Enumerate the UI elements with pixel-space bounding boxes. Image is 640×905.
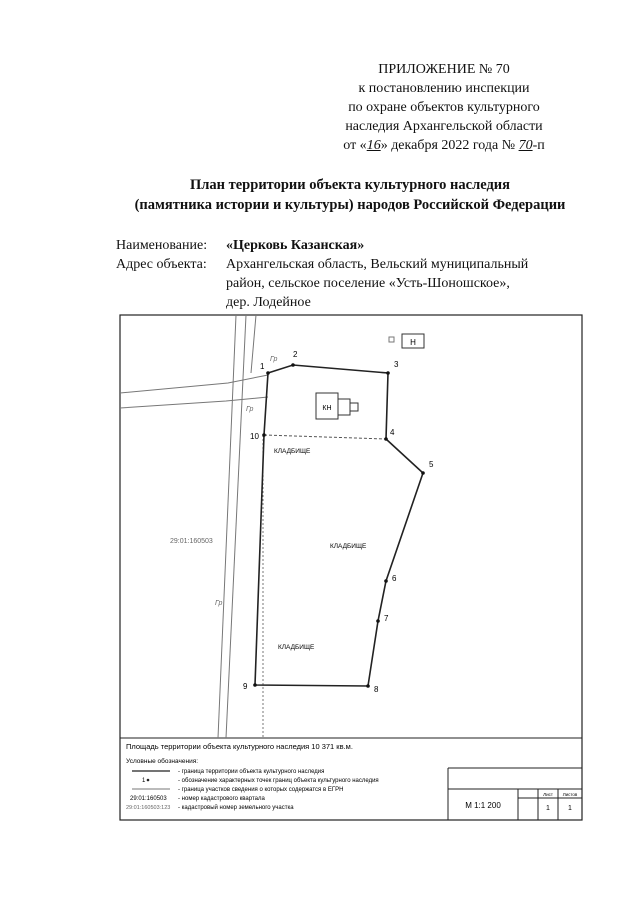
boundary-point-3 [386, 371, 390, 375]
address-line-1: Архангельская область, Вельский муниципальный [226, 257, 529, 272]
object-info [116, 236, 556, 312]
legend-text-4: - номер кадастрового квартала [178, 796, 265, 802]
date-day: 16 [366, 138, 381, 153]
boundary-point-label-10: 10 [250, 432, 259, 441]
boundary-point-1 [266, 371, 270, 375]
small-structure [389, 337, 394, 342]
boundary-point-label-1: 1 [260, 362, 265, 371]
legend-text-1: - граница территории объекта культурного наследия [178, 769, 325, 775]
address-line-3: дер. Лодейное [226, 295, 311, 310]
appendix-line-3: по охране объектов культурного [348, 100, 540, 115]
label-gr-3: Гр [215, 600, 223, 607]
label-gr-2: Гр [246, 406, 254, 413]
boundary-point-label-9: 9 [243, 682, 248, 691]
road-cross-1 [120, 375, 268, 393]
label-cadastral: 29:01:160503 [170, 538, 213, 545]
date-prefix: от « [343, 138, 367, 153]
area-text: Площадь территории объекта культурного наследия 10 371 кв.м. [126, 742, 353, 751]
boundary-point-10 [262, 433, 266, 437]
address-row [116, 255, 556, 312]
decree-number: 70 [518, 138, 533, 153]
boundary-point-label-2: 2 [293, 350, 298, 359]
appendix-line-2: к постановлению инспекции [358, 81, 530, 96]
road-line-right [226, 315, 246, 738]
road-lines [120, 315, 268, 738]
address-value [226, 255, 556, 312]
scale-label: М 1:1 200 [465, 801, 501, 810]
boundary-point-4 [384, 437, 388, 441]
legend-items [126, 769, 379, 811]
legend-symbol-point-label: 1 [142, 778, 146, 784]
legend-title: Условные обозначения: [126, 758, 199, 765]
document-title [60, 175, 640, 215]
church-apse [350, 403, 358, 411]
title-line-2: (памятника истории и культуры) народов Российской Федерации [134, 197, 566, 213]
sheet-header: Лист [543, 792, 553, 797]
appendix-header [314, 60, 574, 155]
church-annex [338, 399, 350, 415]
boundary-polygon [255, 365, 423, 686]
legend-text-3: - граница участков сведения о которых содержатся в ЕГРН [178, 787, 344, 793]
name-row [116, 236, 556, 255]
appendix-line-4: наследия Архангельской области [345, 119, 543, 134]
boundary-point-label-3: 3 [394, 360, 399, 369]
appendix-date-line [314, 136, 574, 155]
boundary-point-6 [384, 579, 388, 583]
name-label: Наименование: [116, 238, 208, 253]
sheets-value: 1 [568, 805, 572, 812]
legend-symbol-point [147, 779, 150, 782]
sheets-header: Листов [562, 792, 578, 797]
boundary-point-7 [376, 619, 380, 623]
title-line-1: План территории объекта культурного наследия [189, 177, 510, 193]
address-label: Адрес объекта: [116, 257, 207, 272]
appendix-title: ПРИЛОЖЕНИЕ № 70 [378, 62, 510, 77]
territory-boundary-internal [264, 435, 386, 439]
boundary-point-5 [421, 471, 425, 475]
boundary-point-2 [291, 363, 295, 367]
label-cemetery-3: КЛАДБИЩЕ [278, 644, 315, 651]
territory-boundary [255, 365, 423, 686]
road-line-left [218, 315, 236, 738]
sheet-value: 1 [546, 805, 550, 812]
legend-text-5: - кадастровый номер земельного участка [178, 805, 294, 811]
church-building [316, 393, 358, 419]
boundary-point-label-6: 6 [392, 574, 397, 583]
legend-text-2: - обозначение характерных точек границ объекта культурного наследия [178, 778, 379, 784]
territory-plan [118, 313, 584, 825]
date-middle: » декабря 2022 года № [380, 138, 516, 153]
label-kn: КН [322, 405, 332, 412]
boundary-point-9 [253, 683, 257, 687]
label-cemetery-1: КЛАДБИЩЕ [274, 448, 311, 455]
road-line-top [251, 315, 256, 373]
date-suffix: -п [532, 138, 545, 153]
legend-symbol-quarter: 29:01:160503 [130, 796, 167, 802]
label-n: Н [410, 338, 416, 347]
boundary-point-label-8: 8 [374, 685, 379, 694]
legend-symbol-parcel-number: 29:01:160503:123 [126, 805, 171, 811]
label-cemetery-2: КЛАДБИЩЕ [330, 543, 367, 550]
title-block [448, 768, 582, 820]
boundary-point-8 [366, 684, 370, 688]
label-gr-1: Гр [270, 356, 278, 363]
address-line-2: район, сельское поселение «Усть-Шоношское», [226, 276, 510, 291]
boundary-point-label-5: 5 [429, 460, 434, 469]
boundary-point-label-7: 7 [384, 614, 389, 623]
boundary-point-label-4: 4 [390, 428, 395, 437]
name-value: «Церковь Казанская» [226, 238, 365, 253]
